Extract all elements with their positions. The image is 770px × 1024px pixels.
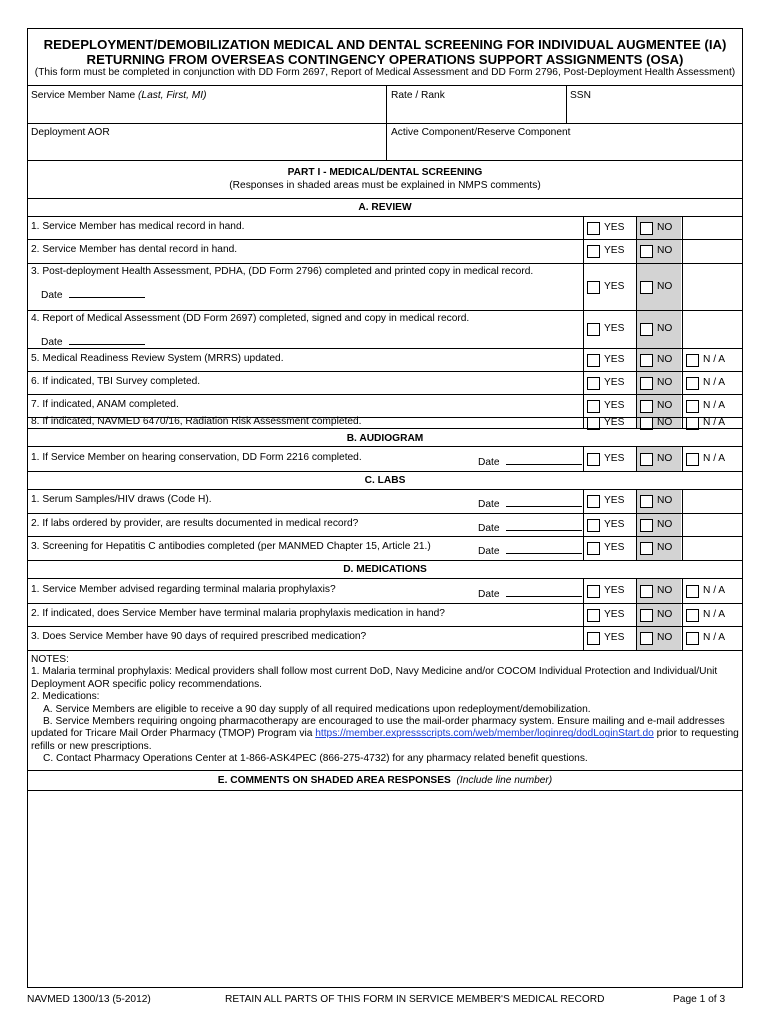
review-3-date-input[interactable]	[69, 287, 145, 298]
labs-2-yes-checkbox[interactable]	[587, 519, 600, 532]
review-8-na-label: N / A	[703, 416, 726, 428]
labs-3-label: 3. Screening for Hepatitis C antibodies completed (per MANMED Chapter 15, Article 21.)	[31, 541, 431, 552]
review-5-yes-checkbox[interactable]	[587, 354, 600, 367]
review-1-yes-checkbox[interactable]	[587, 222, 600, 235]
review-6-label: 6. If indicated, TBI Survey completed.	[31, 375, 201, 387]
review-5-no-label: NO	[657, 353, 673, 365]
review-3-yes-label: YES	[604, 280, 625, 292]
form-title-line2: RETURNING FROM OVERSEAS CONTINGENCY OPERATIONS SUPPORT ASSIGNMENTS (OSA)	[86, 52, 684, 67]
audiogram-1-no-checkbox[interactable]	[640, 453, 653, 466]
review-6-yes-label: YES	[604, 376, 625, 388]
review-5-yes-label: YES	[604, 353, 625, 365]
review-7-yes-label: YES	[604, 399, 625, 411]
medications-2-label: 2. If indicated, does Service Member have terminal malaria prophylaxis medication in hand?	[31, 607, 445, 619]
section-a-title: A. REVIEW	[358, 202, 412, 213]
review-2-yes-checkbox[interactable]	[587, 245, 600, 258]
review-6-na-label: N / A	[703, 376, 726, 388]
medications-1-yes-checkbox[interactable]	[587, 585, 600, 598]
labs-3-no-checkbox[interactable]	[640, 542, 653, 555]
labs-2-yes-label: YES	[604, 518, 625, 530]
review-4-date: Date	[41, 334, 145, 348]
labs-1-no-checkbox[interactable]	[640, 495, 653, 508]
medications-3-na-checkbox[interactable]	[686, 632, 699, 645]
service-member-name-label: Service Member Name (Last, First, MI)	[31, 90, 207, 101]
medications-1-date: Date	[478, 586, 582, 600]
notes-line1: 1. Malaria terminal prophylaxis: Medical providers shall follow most current DoD, Navy Medicine and/or COCOM Individual Protection and Individual/Unit	[31, 666, 718, 678]
medications-1-na-checkbox[interactable]	[686, 585, 699, 598]
form-title-line1: REDEPLOYMENT/DEMOBILIZATION MEDICAL AND DENTAL SCREENING FOR INDIVIDUAL AUGMENTEE (IA)	[43, 37, 727, 52]
medications-1-label: 1. Service Member advised regarding terminal malaria prophylaxis?	[31, 583, 336, 595]
review-6-no-checkbox[interactable]	[640, 377, 653, 390]
rate-rank-label: Rate / Rank	[391, 90, 445, 101]
medications-1-no-checkbox[interactable]	[640, 585, 653, 598]
review-4-label: 4. Report of Medical Assessment (DD Form 2697) completed, signed and copy in medical record.	[31, 313, 470, 324]
review-5-no-checkbox[interactable]	[640, 354, 653, 367]
audiogram-1-na-checkbox[interactable]	[686, 453, 699, 466]
review-4-no-checkbox[interactable]	[640, 323, 653, 336]
notes-line6: updated for Tricare Mail Order Pharmacy (TMOP) Program via https://member.expressscripts.com/web/member/loginreg/dodLoginStart.do prior to requesting	[31, 728, 739, 740]
labs-1-yes-checkbox[interactable]	[587, 495, 600, 508]
labs-3-yes-checkbox[interactable]	[587, 542, 600, 555]
medications-2-na-label: N / A	[703, 608, 726, 620]
deployment-aor-input[interactable]	[29, 139, 384, 159]
review-6-no-label: NO	[657, 376, 673, 388]
review-1-no-label: NO	[657, 221, 673, 233]
medications-1-date-input[interactable]	[506, 586, 582, 597]
review-8-label: 8. If indicated, NAVMED 6470/16, Radiation Risk Assessment completed.	[31, 415, 362, 427]
labs-3-date-input[interactable]	[506, 543, 582, 554]
labs-1-yes-label: YES	[604, 495, 625, 506]
review-6-na-checkbox[interactable]	[686, 377, 699, 390]
review-1-label: 1. Service Member has medical record in hand.	[31, 220, 245, 232]
review-7-no-label: NO	[657, 399, 673, 411]
medications-3-yes-checkbox[interactable]	[587, 632, 600, 645]
page-number: Page 1 of 3	[673, 994, 726, 1005]
deployment-aor-label: Deployment AOR	[31, 127, 110, 138]
review-5-na-checkbox[interactable]	[686, 354, 699, 367]
medications-2-yes-label: YES	[604, 608, 625, 620]
component-label: Active Component/Reserve Component	[391, 127, 571, 138]
ssn-input[interactable]	[568, 102, 740, 122]
notes-heading: NOTES:	[31, 654, 69, 665]
audiogram-1-no-label: NO	[657, 452, 673, 464]
notes-line7: refills or new prescriptions.	[31, 740, 152, 752]
comments-title: E. COMMENTS ON SHADED AREA RESPONSES (Include line number)	[217, 775, 553, 786]
review-5-na-label: N / A	[703, 353, 726, 365]
service-member-name-input[interactable]	[29, 102, 384, 122]
screening-form	[27, 28, 743, 988]
medications-3-label: 3. Does Service Member have 90 days of required prescribed medication?	[31, 631, 367, 642]
review-6-yes-checkbox[interactable]	[587, 377, 600, 390]
notes-line3: 2. Medications:	[31, 691, 100, 703]
part1-title: PART I - MEDICAL/DENTAL SCREENING	[287, 167, 483, 178]
audiogram-1-date-input[interactable]	[506, 454, 582, 465]
review-3-no-checkbox[interactable]	[640, 281, 653, 294]
review-3-no-label: NO	[657, 280, 673, 292]
review-3-yes-checkbox[interactable]	[587, 281, 600, 294]
audiogram-1-na-label: N / A	[703, 452, 726, 464]
labs-1-date-input[interactable]	[506, 496, 582, 507]
audiogram-1-yes-checkbox[interactable]	[587, 453, 600, 466]
review-7-na-checkbox[interactable]	[686, 400, 699, 413]
medications-2-na-checkbox[interactable]	[686, 609, 699, 622]
medications-3-na-label: N / A	[703, 632, 726, 643]
tmop-link[interactable]: https://member.expressscripts.com/web/member/loginreg/dodLoginStart.do	[315, 728, 654, 740]
medications-3-no-checkbox[interactable]	[640, 632, 653, 645]
medications-3-yes-label: YES	[604, 632, 625, 643]
review-4-yes-checkbox[interactable]	[587, 323, 600, 336]
labs-2-date: Date	[478, 520, 582, 534]
review-2-no-checkbox[interactable]	[640, 245, 653, 258]
review-7-na-label: N / A	[703, 399, 726, 411]
notes-line8: C. Contact Pharmacy Operations Center at 1-866-ASK4PEC (866-275-4732) for any pharmacy related benefit questions.	[43, 753, 588, 765]
audiogram-1-yes-label: YES	[604, 452, 625, 464]
review-2-no-label: NO	[657, 245, 673, 256]
labs-3-yes-label: YES	[604, 542, 625, 553]
medications-2-no-checkbox[interactable]	[640, 609, 653, 622]
review-2-yes-label: YES	[604, 245, 625, 256]
form-id: NAVMED 1300/13 (5-2012)	[27, 994, 151, 1005]
labs-2-no-label: NO	[657, 518, 673, 530]
labs-3-date: Date	[478, 543, 582, 557]
medications-2-no-label: NO	[657, 608, 673, 620]
review-2-label: 2. Service Member has dental record in hand.	[31, 244, 238, 255]
medications-1-na-label: N / A	[703, 584, 726, 596]
component-input[interactable]	[389, 139, 739, 159]
medications-1-yes-label: YES	[604, 584, 625, 596]
rate-rank-input[interactable]	[389, 102, 564, 122]
review-1-yes-label: YES	[604, 221, 625, 233]
medications-3-no-label: NO	[657, 632, 673, 643]
section-d-title: D. MEDICATIONS	[343, 564, 427, 575]
retain-notice: RETAIN ALL PARTS OF THIS FORM IN SERVICE MEMBER'S MEDICAL RECORD	[225, 994, 605, 1005]
review-4-date-input[interactable]	[69, 334, 145, 345]
labs-2-label: 2. If labs ordered by provider, are results documented in medical record?	[31, 517, 359, 529]
comments-textarea[interactable]	[29, 792, 741, 986]
form-subtitle: (This form must be completed in conjunction with DD Form 2697, Report of Medical Assessment and DD Form 2796, Post-Deployment Health Assessment)	[34, 67, 736, 78]
review-4-yes-label: YES	[604, 323, 625, 334]
notes-line4: A. Service Members are eligible to receive a 90 day supply of all required medications upon redeployment/demobilization.	[43, 703, 591, 715]
review-1-no-checkbox[interactable]	[640, 222, 653, 235]
notes-line5: B. Service Members requiring ongoing pharmacotherapy are encouraged to use the mail-order pharmacy system. Ensure mailing and e-mail addresses	[43, 716, 725, 728]
review-8-yes-label: YES	[604, 416, 625, 428]
labs-1-label: 1. Serum Samples/HIV draws (Code H).	[31, 494, 212, 505]
section-c-title: C. LABS	[364, 475, 406, 486]
part1-subtitle: (Responses in shaded areas must be explained in NMPS comments)	[229, 180, 541, 191]
section-b-title: B. AUDIOGRAM	[346, 433, 424, 444]
labs-2-no-checkbox[interactable]	[640, 519, 653, 532]
labs-1-no-label: NO	[657, 495, 673, 506]
audiogram-1-label: 1. If Service Member on hearing conservation, DD Form 2216 completed.	[31, 451, 362, 463]
review-7-label: 7. If indicated, ANAM completed.	[31, 398, 179, 410]
labs-2-date-input[interactable]	[506, 520, 582, 531]
notes-block	[31, 654, 739, 766]
labs-1-date: Date	[478, 496, 582, 510]
audiogram-1-date: Date	[478, 454, 582, 468]
medications-2-yes-checkbox[interactable]	[587, 609, 600, 622]
labs-3-no-label: NO	[657, 542, 673, 553]
review-3-label: 3. Post-deployment Health Assessment, PDHA, (DD Form 2796) completed and printed copy in medical record.	[31, 266, 534, 277]
review-8-no-label: NO	[657, 416, 673, 428]
review-4-no-label: NO	[657, 323, 673, 334]
notes-line2: Deployment AOR specific policy recommendations.	[31, 678, 263, 690]
review-5-label: 5. Medical Readiness Review System (MRRS) updated.	[31, 352, 284, 364]
ssn-label: SSN	[570, 90, 591, 101]
review-7-no-checkbox[interactable]	[640, 400, 653, 413]
medications-1-no-label: NO	[657, 584, 673, 596]
review-7-yes-checkbox[interactable]	[587, 400, 600, 413]
review-3-date: Date	[41, 287, 145, 301]
